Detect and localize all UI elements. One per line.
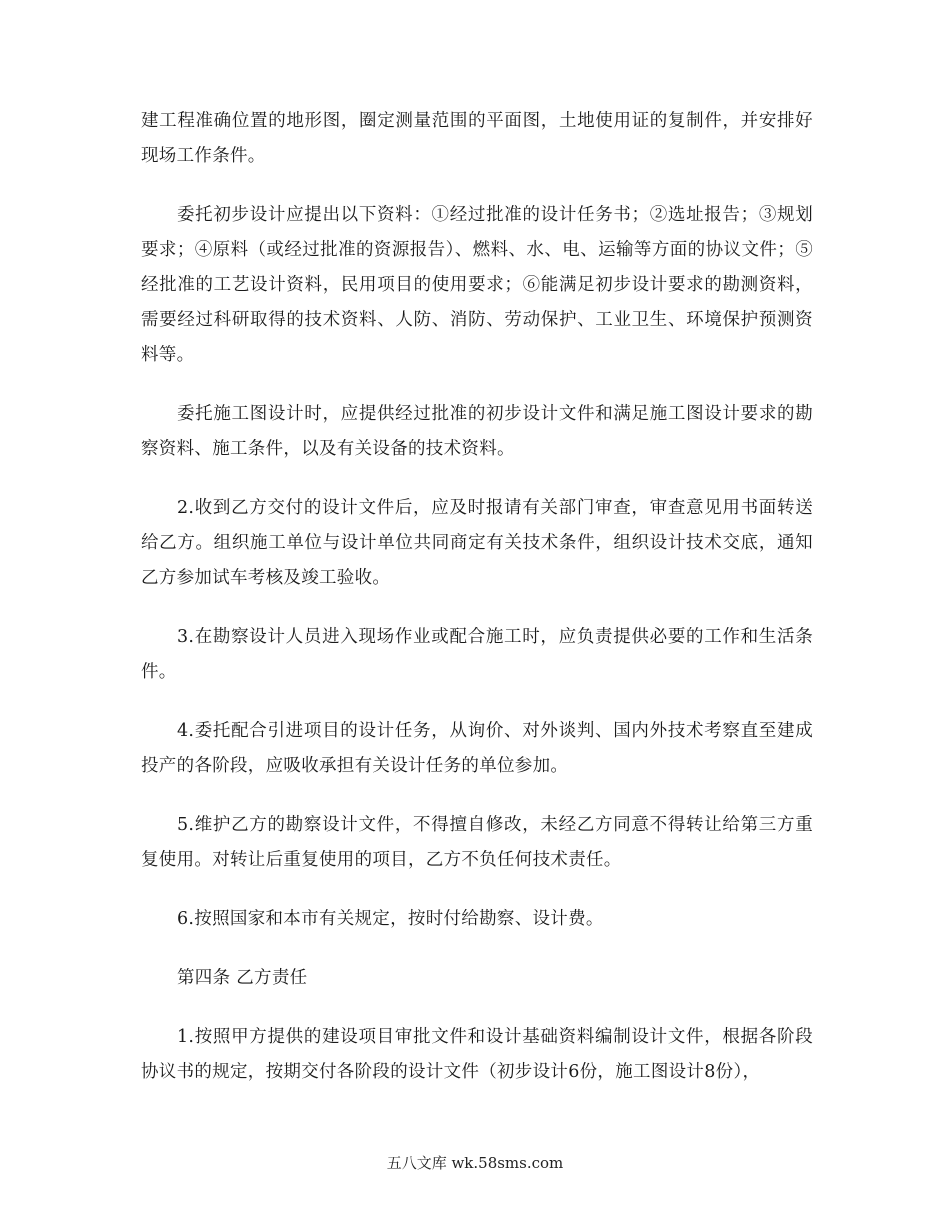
paragraph-item-2: 2.收到乙方交付的设计文件后，应及时报请有关部门审查，审查意见用书面转送给乙方。组织施工单位与设计单位共同商定有关技术条件，组织设计技术交底，通知乙方参加试车考核及竣工验收。 [141, 498, 813, 588]
paragraph-item-4: 4.委托配合引进项目的设计任务，从询价、对外谈判、国内外技术考察直至建成投产的各阶段，应吸收承担有关设计任务的单位参加。 [141, 721, 813, 776]
paragraph-party-b-item-1: 1.按照甲方提供的建设项目审批文件和设计基础资料编制设计文件，根据各阶段协议书的规定，按期交付各阶段的设计文件（初步设计6份，施工图设计8份）， [141, 1027, 813, 1082]
paragraph-construction-drawing: 委托施工图设计时，应提供经过批准的初步设计文件和满足施工图设计要求的勘察资料、施工条件，以及有关设备的技术资料。 [141, 404, 813, 459]
paragraph-item-3: 3.在勘察设计人员进入现场作业或配合施工时，应负责提供必要的工作和生活条件。 [141, 627, 813, 682]
document-body [141, 104, 813, 1090]
paragraph-continued: 建工程准确位置的地形图，圈定测量范围的平面图，土地使用证的复制件，并安排好现场工作条件。 [141, 111, 813, 166]
page-footer: 五八文库 wk.58sms.com [386, 1154, 564, 1172]
section-heading-article-4: 第四条 乙方责任 [177, 968, 308, 988]
paragraph-preliminary-design: 委托初步设计应提出以下资料：①经过批准的设计任务书；②选址报告；③规划要求；④原料（或经过批准的资源报告）、燃料、水、电、运输等方面的协议文件；⑤经批准的工艺设计资料，民用项目的使用要求；⑥能满足初步设计要求的勘测资料，需要经过科研取得的技术资料、人防、消防、劳动保护、工业卫生、环境保护预测资料等。 [141, 205, 813, 365]
paragraph-item-6: 6.按照国家和本市有关规定，按时付给勘察、设计费。 [177, 909, 604, 929]
paragraph-item-5: 5.维护乙方的勘察设计文件，不得擅自修改，未经乙方同意不得转让给第三方重复使用。对转让后重复使用的项目，乙方不负任何技术责任。 [141, 815, 813, 870]
